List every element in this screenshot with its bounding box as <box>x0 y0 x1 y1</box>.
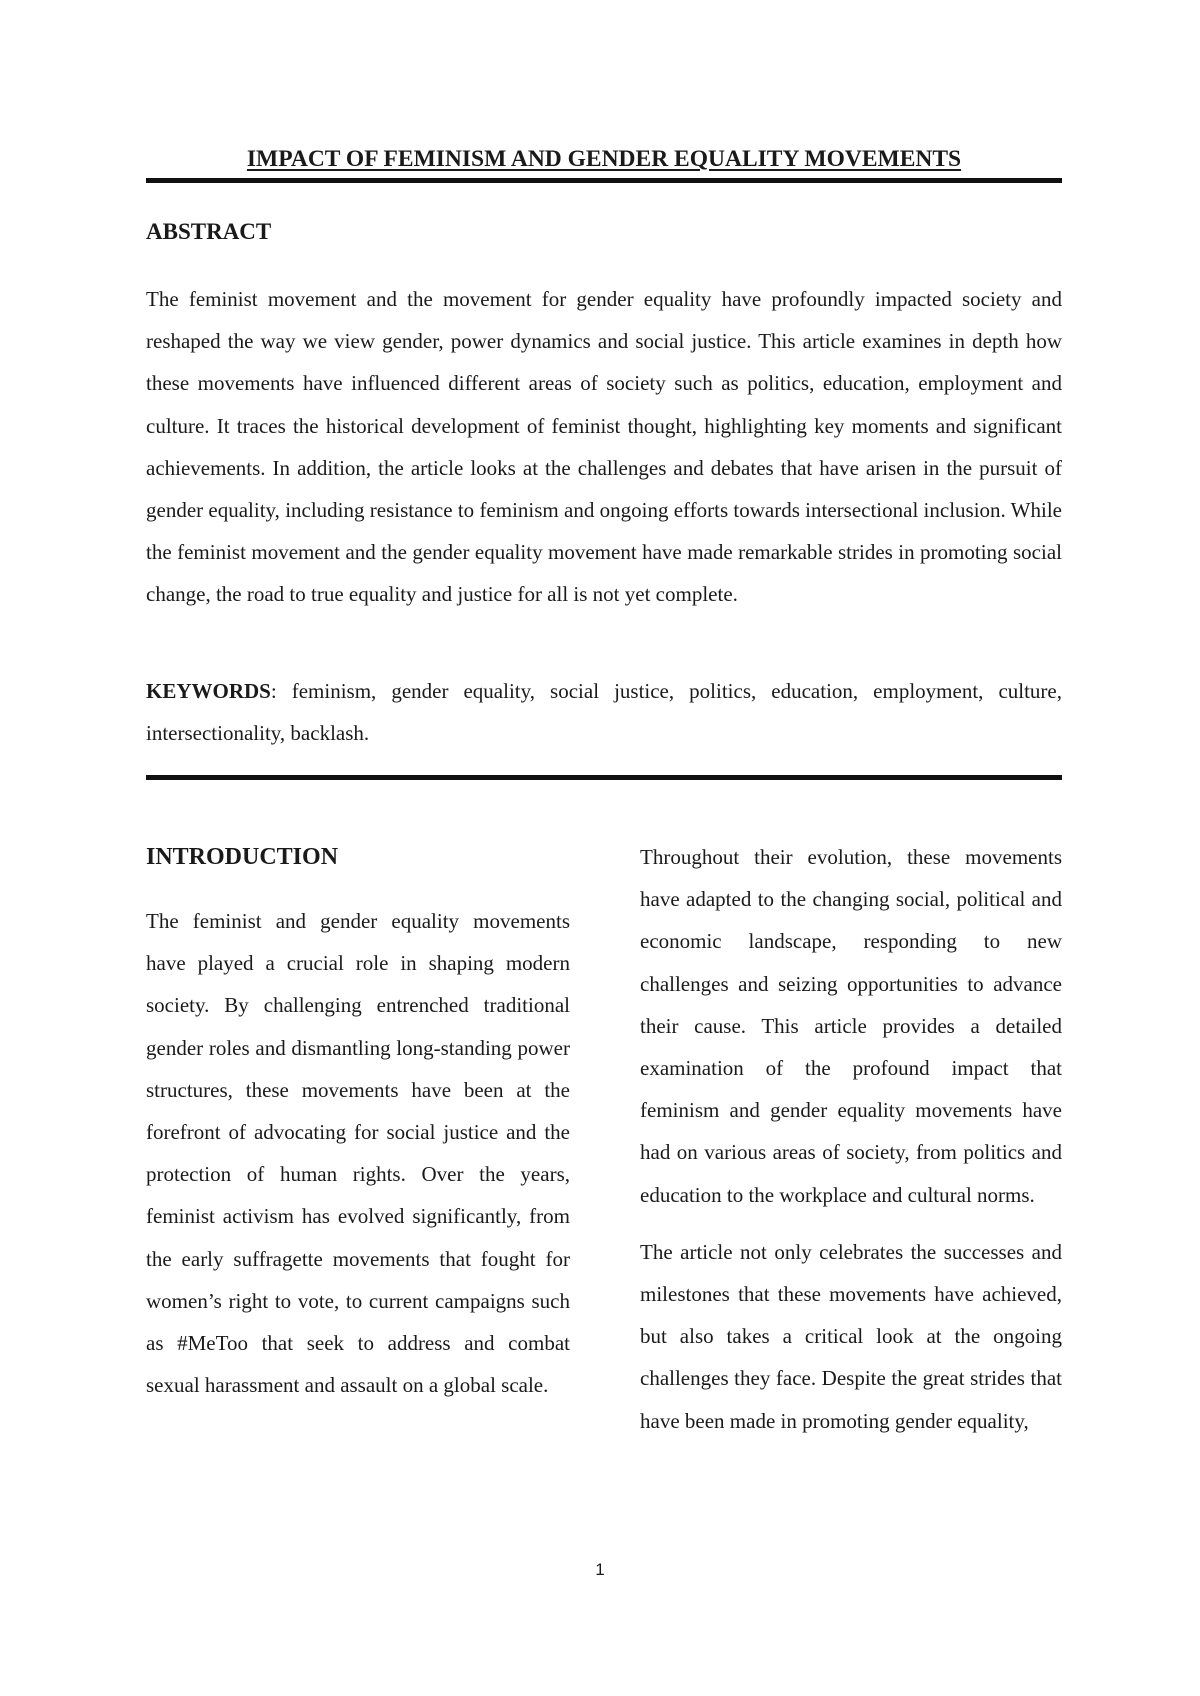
left-column <box>146 900 570 1406</box>
intro-paragraph-right-2: The article not only celebrates the successes and milestones that these movements have achieved, but also takes a critical look at the ongoing challenges they face. Despite the great strides that have been made in promoting gender equality, <box>640 1239 1062 1433</box>
right-column <box>640 836 1062 1442</box>
introduction-heading: INTRODUCTION <box>146 844 339 870</box>
abstract-divider <box>146 775 1062 780</box>
intro-paragraph-left: The feminist and gender equality movements have played a crucial role in shaping modern society. By challenging entrenched traditional gender roles and dismantling long-standing power structures, these movements have been at the forefront of advocating for social justice and the protection of human rights. Over the years, feminist activism has evolved significantly, from the early suffragette movements that fought for women’s right to vote, to current campaigns such as #MeToo that seek to address and combat sexual harassment and assault on a global scale. <box>146 909 570 1398</box>
keywords <box>146 670 1062 754</box>
intro-paragraph-right-1: Throughout their evolution, these movements have adapted to the changing social, political and economic landscape, responding to new challenges and seizing opportunities to advance their cause. This article provides a detailed examination of the profound impact that feminism and gender equality movements have had on various areas of society, from politics and education to the workplace and cultural norms. <box>640 845 1062 1207</box>
keywords-text: : feminism, gender equality, social justice, politics, education, employment, culture, intersectionality, backlash. <box>146 679 1062 746</box>
abstract-heading: ABSTRACT <box>146 219 272 244</box>
abstract-body: The feminist movement and the movement for gender equality have profoundly impacted society and reshaped the way we view gender, power dynamics and social justice. This article examines in depth how these movements have influenced different areas of society such as politics, education, employment and culture. It traces the historical development of feminist thought, highlighting key moments and significant achievements. In addition, the article looks at the challenges and debates that have arisen in the pursuit of gender equality, including resistance to feminism and ongoing efforts towards intersectional inclusion. While the feminist movement and the gender equality movement have made remarkable strides in promoting social change, the road to true equality and justice for all is not yet complete. <box>146 287 1062 607</box>
page-number: 1 <box>595 1560 605 1579</box>
keywords-label: KEYWORDS <box>146 679 271 703</box>
page-title: IMPACT OF FEMINISM AND GENDER EQUALITY MOVEMENTS <box>246 146 962 172</box>
title-divider <box>146 178 1062 183</box>
